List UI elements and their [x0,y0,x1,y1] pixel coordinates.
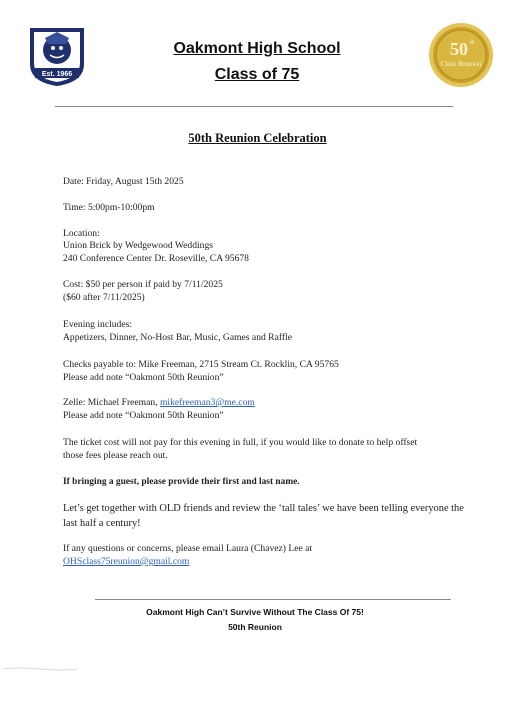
class-title: Class of 75 [214,66,300,83]
donate-line-1: The ticket cost will not pay for this evening in full, if you would like to donate to help offset [63,437,418,448]
includes-label: Evening includes: [63,319,133,330]
zelle-prefix: Zelle: Michael Freeman, [63,397,160,408]
cost-late-line: ($60 after 7/11/2025) [63,292,145,303]
school-logo [26,24,88,88]
questions-email-row [63,556,189,568]
location-address: 240 Conference Center Dr. Roseville, CA 95678 [63,253,249,264]
footer-slogan: Oakmont High Can’t Survive Without The Class Of 75! [146,607,364,617]
questions-email-link[interactable]: OHSclass75reunion@gmail.com [63,556,190,567]
friends-line-1: Let’s get together with OLD friends and review the ‘tall tales’ we have been telling everyone the [63,503,464,514]
questions-line: If any questions or concerns, please email Laura (Chavez) Lee at [63,543,313,554]
header-divider [55,106,453,107]
checks-note: Please add note “Oakmont 50th Reunion” [63,372,224,383]
checks-line: Checks payable to: Mike Freeman, 2715 Stream Ct. Rocklin, CA 95765 [63,359,339,370]
seal-suffix: th [469,40,475,46]
donate-line-2: those fees please reach out. [63,450,168,461]
friends-line-2: last half a century! [63,518,141,529]
includes-list: Appetizers, Dinner, No-Host Bar, Music, Games and Raffle [63,332,292,343]
school-name: Oakmont High School [173,40,341,57]
logo-text: Est. 1966 [41,71,73,78]
reunion-seal [428,22,494,88]
time-line: Time: 5:00pm-10:00pm [63,202,155,213]
footer-subtitle: 50th Reunion [228,622,282,632]
footer-divider [95,599,451,600]
event-title: 50th Reunion Celebration [188,131,327,145]
zelle-note: Please add note “Oakmont 50th Reunion” [63,410,224,421]
location-label: Location: [63,228,100,239]
date-line: Date: Friday, August 15th 2025 [63,176,184,187]
seal-number: 50 [450,39,468,59]
scan-artifact [0,666,80,672]
guest-notice: If bringing a guest, please provide their first and last name. [63,477,300,487]
cost-line: Cost: $50 per person if paid by 7/11/2025 [63,279,223,290]
zelle-email-link[interactable]: mikefreeman3@me.com [159,397,255,408]
seal-text: Class Reunion [440,60,482,68]
location-venue: Union Brick by Wedgewood Weddings [63,240,213,251]
zelle-line [63,397,255,409]
